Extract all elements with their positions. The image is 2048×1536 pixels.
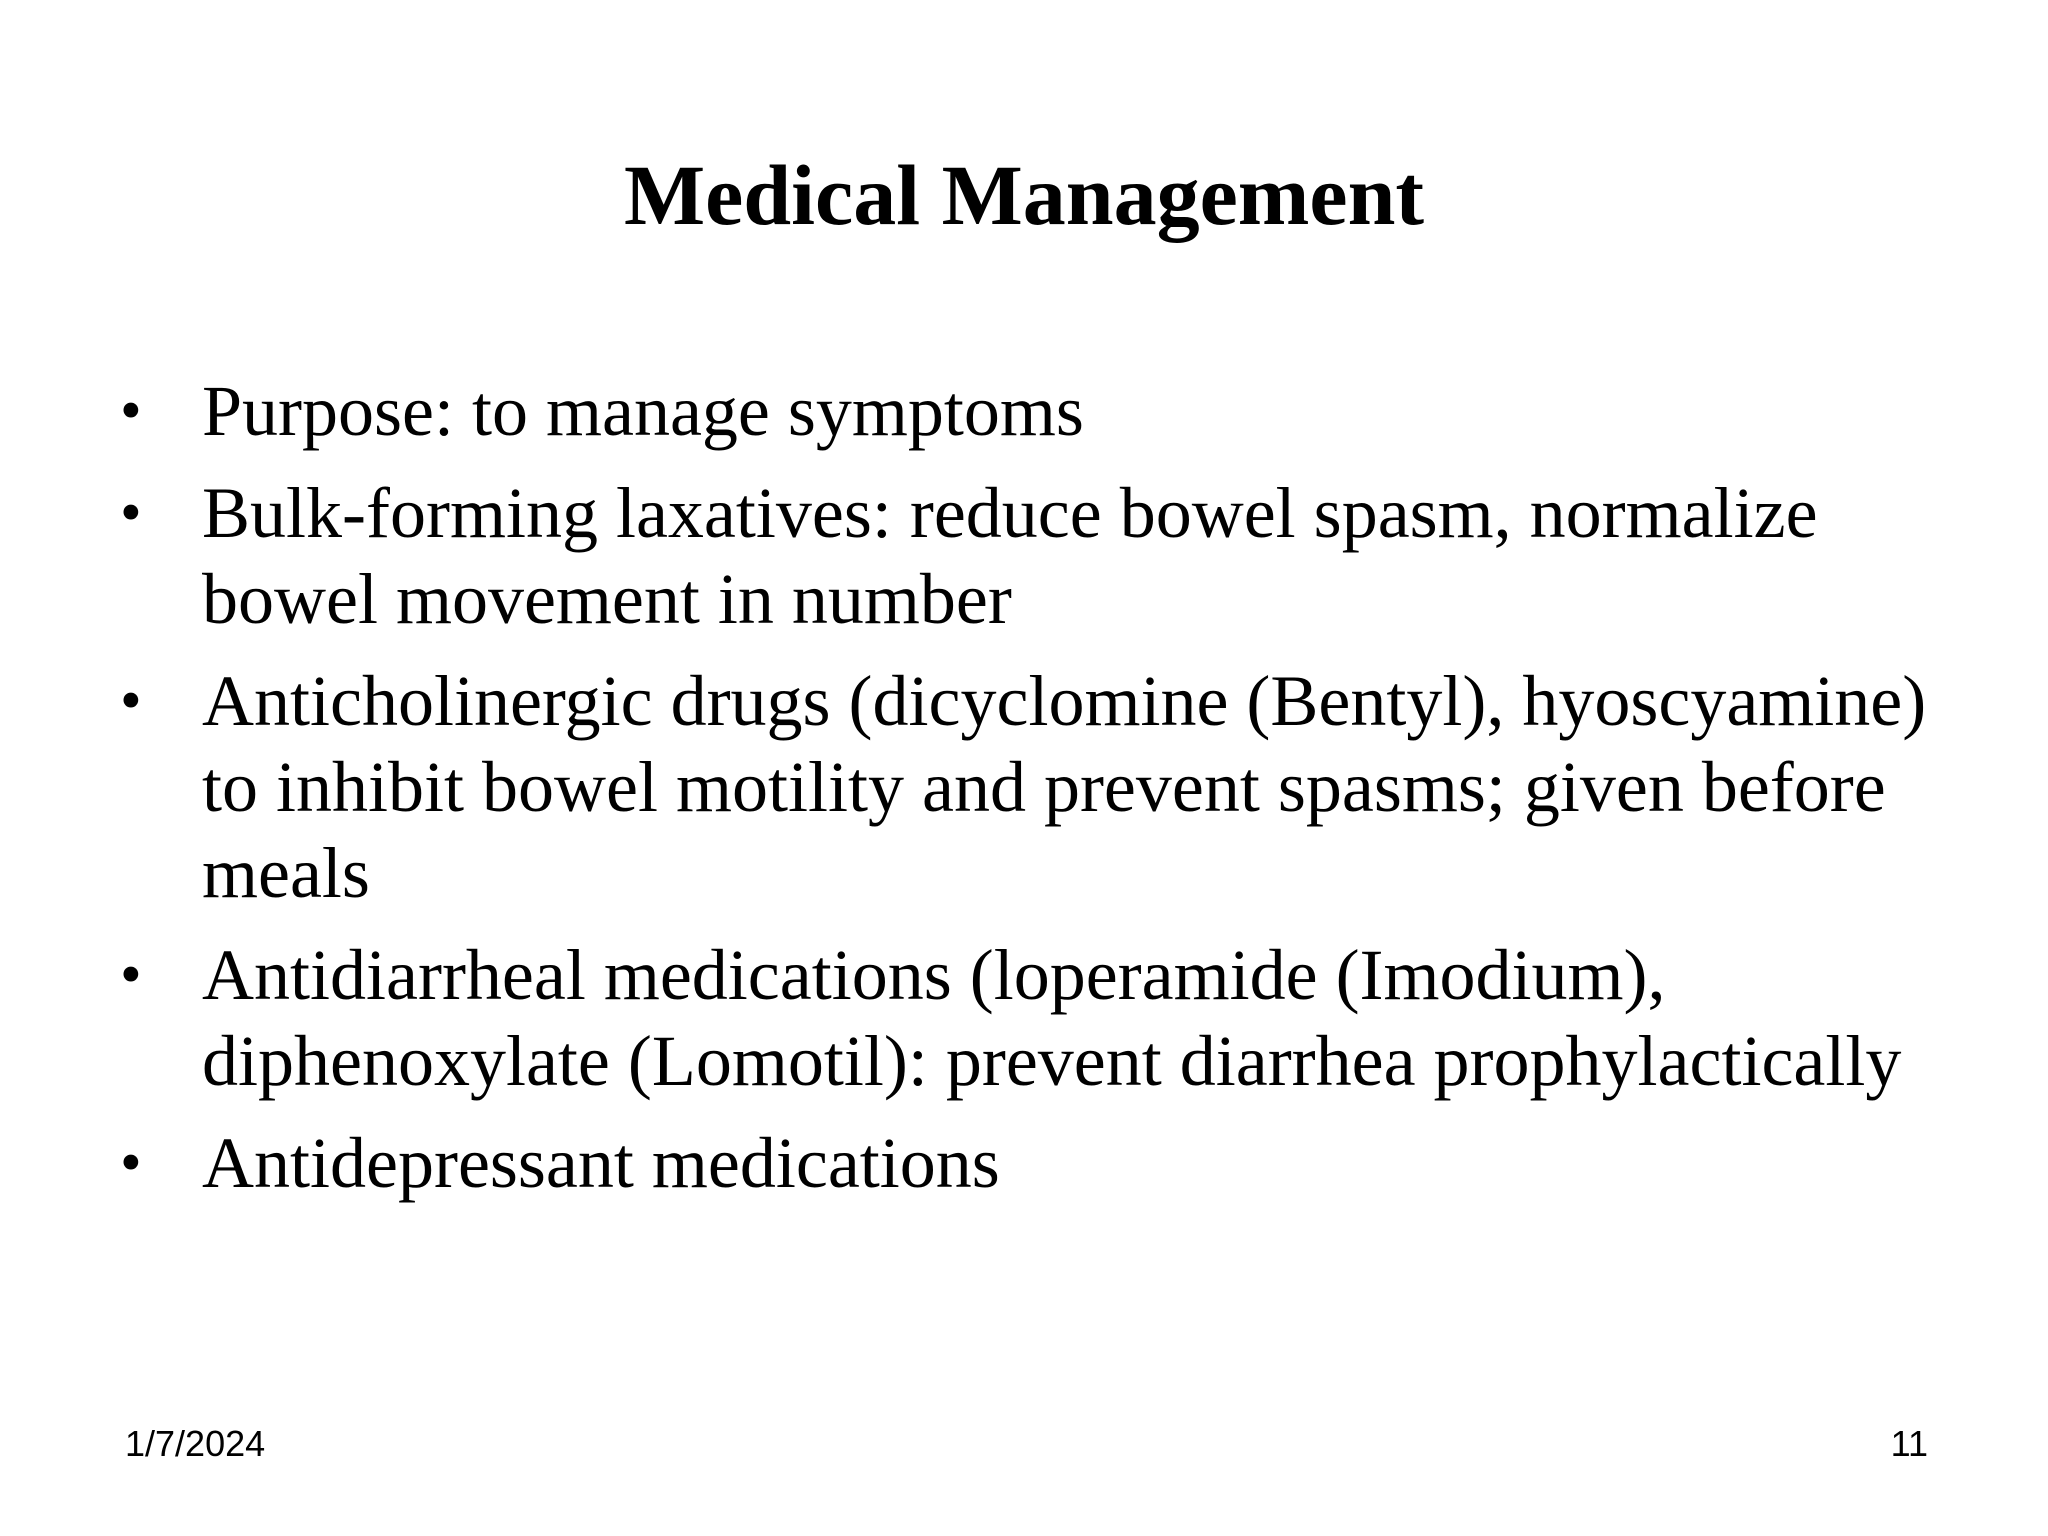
footer-date: 1/7/2024 [125, 1423, 266, 1464]
bullet-text: Purpose: to manage symptoms [202, 371, 1084, 451]
bullet-item [120, 1120, 1940, 1206]
bullet-dot-icon: • [120, 377, 142, 445]
bullet-dot-icon: • [120, 1129, 142, 1197]
bullet-dot-icon: • [120, 667, 142, 735]
bullet-item [120, 932, 1940, 1104]
bullet-text: Antidepressant medications [202, 1123, 1000, 1203]
slide-title: Medical Management [623, 147, 1425, 243]
bullet-dot-icon: • [120, 941, 142, 1009]
bullet-text: Antidiarrheal medications (loperamide (Imodium), diphenoxylate (Lomotil): prevent diarrhea prophylactically [202, 935, 1902, 1101]
bullet-item [120, 368, 1940, 454]
bullet-item [120, 658, 1940, 916]
bullet-dot-icon: • [120, 479, 142, 547]
footer-page-number: 11 [1890, 1423, 1928, 1464]
bullet-text: Bulk-forming laxatives: reduce bowel spasm, normalize bowel movement in number [202, 473, 1818, 639]
bullet-text: Anticholinergic drugs (dicyclomine (Bentyl), hyoscyamine) to inhibit bowel motility and prevent spasms; given before meals [202, 661, 1927, 913]
bullet-list [120, 368, 1940, 1222]
bullet-item [120, 470, 1940, 642]
